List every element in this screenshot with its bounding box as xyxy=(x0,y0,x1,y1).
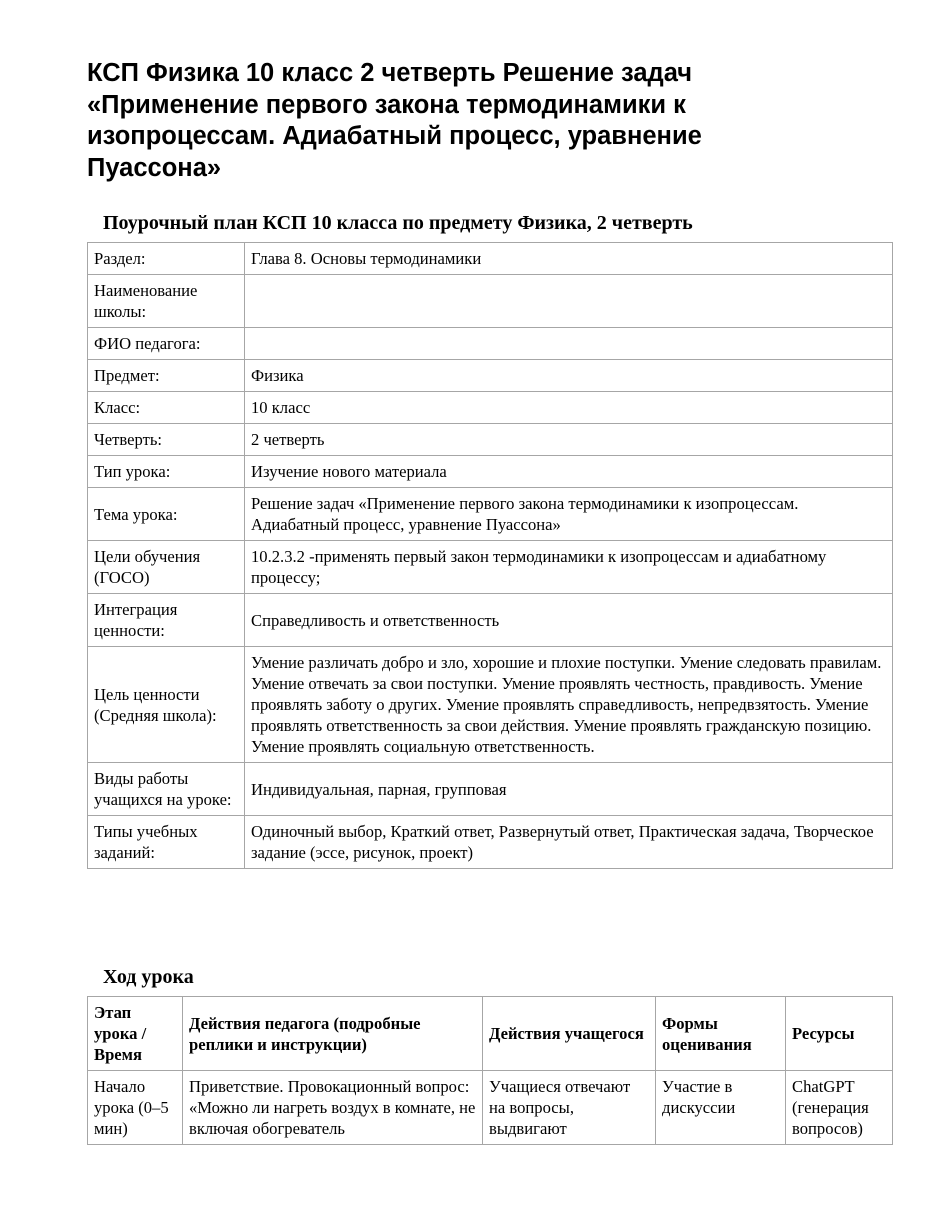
lesson-flow-table xyxy=(87,996,893,1145)
info-value xyxy=(245,275,893,328)
info-label: Раздел: xyxy=(88,243,245,275)
info-label: Тема урока: xyxy=(88,488,245,541)
table-row xyxy=(88,1071,893,1145)
info-value: Изучение нового материала xyxy=(245,456,893,488)
info-value: Физика xyxy=(245,360,893,392)
info-value: 2 четверть xyxy=(245,424,893,456)
table-row xyxy=(88,243,893,275)
info-label: Класс: xyxy=(88,392,245,424)
table-cell: Приветствие. Провокационный вопрос: «Можно ли нагреть воздух в комнате, не включая обогреватель xyxy=(183,1071,483,1145)
document-title: КСП Физика 10 класс 2 четверть Решение задач «Применение первого закона термодинамики к изопроцессам. Адиабатный процесс, уравнение Пуассона» xyxy=(87,59,702,182)
info-value: Индивидуальная, парная, групповая xyxy=(245,763,893,816)
table-row xyxy=(88,424,893,456)
info-label: Цель ценности (Средняя школа): xyxy=(88,647,245,763)
info-value: Глава 8. Основы термодинамики xyxy=(245,243,893,275)
table-row xyxy=(88,594,893,647)
table-row xyxy=(88,275,893,328)
column-header: Ресурсы xyxy=(786,997,893,1071)
plan-heading: Поурочный план КСП 10 класса по предмету Физика, 2 четверть xyxy=(103,212,693,234)
table-cell: Участие в дискуссии xyxy=(656,1071,786,1145)
column-header: Формы оценивания xyxy=(656,997,786,1071)
column-header: Этап урока / Время xyxy=(88,997,183,1071)
table-row xyxy=(88,488,893,541)
info-label: Предмет: xyxy=(88,360,245,392)
table-row xyxy=(88,647,893,763)
info-value: Решение задач «Применение первого закона термодинамики к изопроцессам. Адиабатный процесс, уравнение Пуассона» xyxy=(245,488,893,541)
table-cell: ChatGPT (генерация вопросов) xyxy=(786,1071,893,1145)
table-row xyxy=(88,392,893,424)
info-value: 10.2.3.2 -применять первый закон термодинамики к изопроцессам и адиабатному процессу; xyxy=(245,541,893,594)
table-header-row xyxy=(88,997,893,1071)
info-value xyxy=(245,328,893,360)
column-header: Действия учащегося xyxy=(483,997,656,1071)
info-value: Умение различать добро и зло, хорошие и плохие поступки. Умение следовать правилам. Умение отвечать за свои поступки. Умение проявлять честность, правдивость. Умение проявлять заботу о других. Умение проявлять справедливость, непредвзятость. Умение проявлять ответственность за свои действия. Умение проявлять гражданскую позицию. Умение проявлять социальную ответственность. xyxy=(245,647,893,763)
table-row xyxy=(88,360,893,392)
info-label: ФИО педагога: xyxy=(88,328,245,360)
table-row xyxy=(88,816,893,869)
table-row xyxy=(88,541,893,594)
info-label: Цели обучения (ГОСО) xyxy=(88,541,245,594)
info-label: Типы учебных заданий: xyxy=(88,816,245,869)
info-label: Наименование школы: xyxy=(88,275,245,328)
info-label: Интеграция ценности: xyxy=(88,594,245,647)
table-cell: Начало урока (0–5 мин) xyxy=(88,1071,183,1145)
lesson-info-table xyxy=(87,242,893,869)
info-value: Справедливость и ответственность xyxy=(245,594,893,647)
table-row xyxy=(88,763,893,816)
column-header: Действия педагога (подробные реплики и инструкции) xyxy=(183,997,483,1071)
info-label: Четверть: xyxy=(88,424,245,456)
table-row xyxy=(88,328,893,360)
lesson-flow-heading: Ход урока xyxy=(103,966,194,988)
info-value: Одиночный выбор, Краткий ответ, Развернутый ответ, Практическая задача, Творческое задание (эссе, рисунок, проект) xyxy=(245,816,893,869)
table-cell: Учащиеся отвечают на вопросы, выдвигают xyxy=(483,1071,656,1145)
info-value: 10 класс xyxy=(245,392,893,424)
table-row xyxy=(88,456,893,488)
info-label: Виды работы учащихся на уроке: xyxy=(88,763,245,816)
info-label: Тип урока: xyxy=(88,456,245,488)
